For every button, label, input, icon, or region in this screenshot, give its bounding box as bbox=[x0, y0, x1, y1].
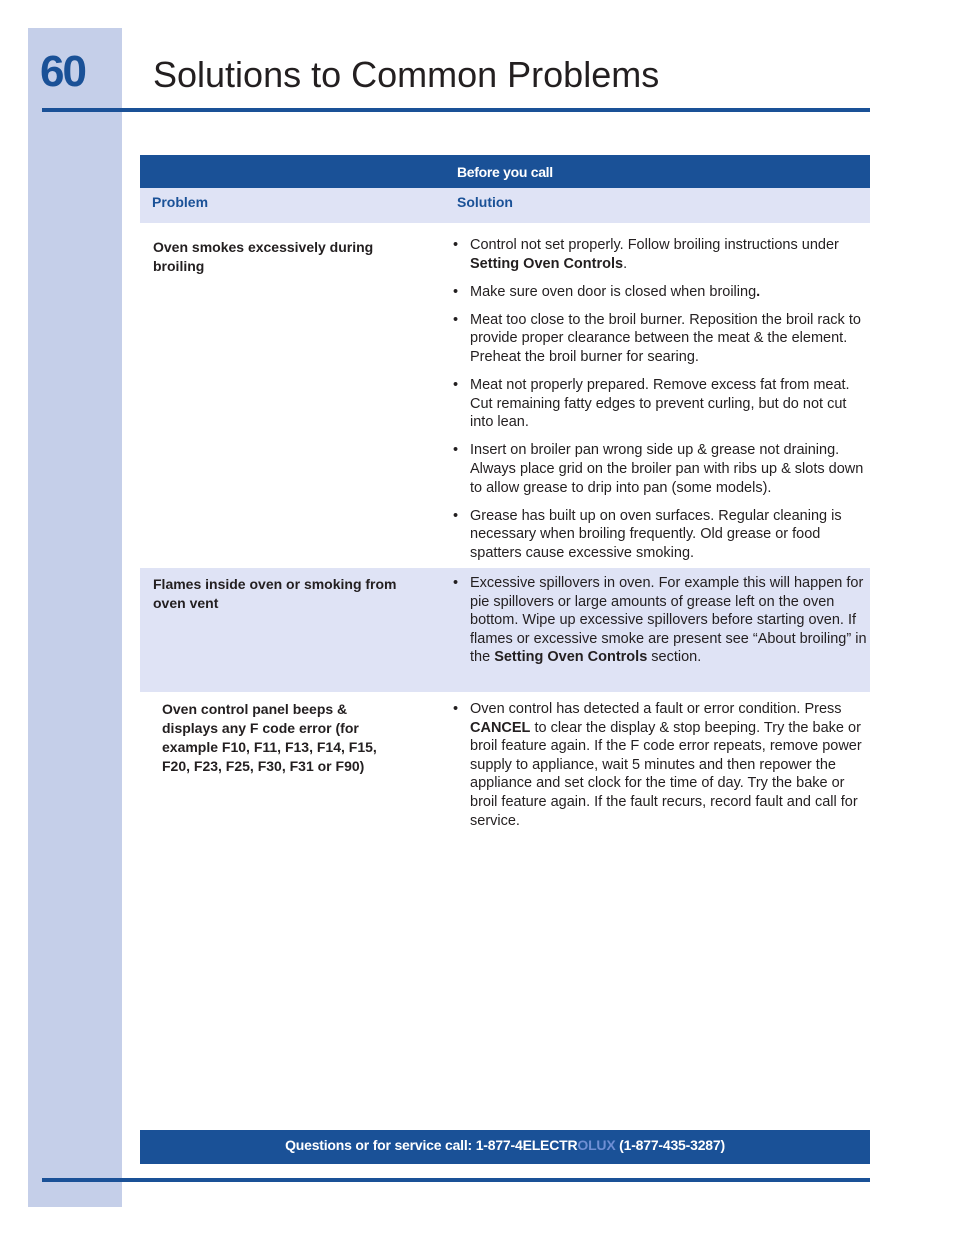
column-header-problem: Problem bbox=[152, 194, 209, 210]
solution-list bbox=[470, 692, 870, 830]
solution-item: • Insert on broiler pan wrong side up & grease not draining. Always place grid on the broiler pan with ribs up & slots down to allow grease to drip into pan (some models). bbox=[470, 441, 870, 497]
troubleshooting-table bbox=[140, 155, 870, 852]
solution-list bbox=[470, 223, 870, 562]
table-banner bbox=[140, 155, 870, 188]
problem-cell: Oven smokes excessively during broiling bbox=[153, 239, 374, 274]
solution-item: • Meat too close to the broil burner. Reposition the broil rack to provide proper clearance between the meat & the element. Preheat the broil burner for searing. bbox=[470, 311, 870, 367]
table-banner-label: Before you call bbox=[457, 164, 553, 180]
page-number: 60 bbox=[40, 47, 85, 96]
solution-item: • Make sure oven door is closed when broiling. bbox=[470, 283, 870, 302]
bottom-rule bbox=[42, 1178, 870, 1182]
solution-item: • Excessive spillovers in oven. For example this will happen for pie spillovers or large amounts of grease left on the oven bottom. Wipe up excessive spillovers before starting oven. If flames or excessive smoke are present see “About broiling” in the Setting Oven Controls section. bbox=[470, 574, 870, 667]
table-row bbox=[140, 223, 870, 568]
side-band bbox=[28, 28, 122, 1207]
solution-list bbox=[470, 568, 870, 667]
problem-cell: Oven control panel beeps & displays any F code error (for example F10, F11, F13, F14, F15, F20, F23, F25, F30, F31 or F90) bbox=[162, 701, 377, 774]
solution-item: • Oven control has detected a fault or error condition. Press CANCEL to clear the display & stop beeping. Try the bake or broil feature again. If the F code error repeats, remove power supply to appliance, wait 5 minutes and then repower the appliance and set clock for the time of day. Try the bake or broil feature again. If the fault recurs, record fault and call for service. bbox=[470, 700, 870, 830]
column-header-solution: Solution bbox=[457, 194, 513, 210]
problem-cell: Flames inside oven or smoking from oven vent bbox=[153, 576, 397, 611]
table-header-row bbox=[140, 188, 870, 223]
solution-item: • Grease has built up on oven surfaces. Regular cleaning is necessary when broiling frequently. Old grease or food spatters cause excessive smoking. bbox=[470, 507, 870, 563]
table-row bbox=[140, 692, 870, 852]
page-title: Solutions to Common Problems bbox=[153, 54, 660, 95]
footer-brand-highlight: OLUX bbox=[577, 1137, 616, 1153]
solution-item: • Meat not properly prepared. Remove excess fat from meat. Cut remaining fatty edges to prevent curling, but do not cut into lean. bbox=[470, 376, 870, 432]
top-rule bbox=[42, 108, 870, 112]
footer-text-prefix: Questions or for service call: 1-877-4ELECTR bbox=[285, 1137, 578, 1153]
solution-item: • Control not set properly. Follow broiling instructions under Setting Oven Controls. bbox=[470, 236, 870, 273]
footer-text-suffix: (1-877-435-3287) bbox=[615, 1137, 725, 1153]
service-call-footer bbox=[140, 1130, 870, 1164]
table-row bbox=[140, 568, 870, 692]
